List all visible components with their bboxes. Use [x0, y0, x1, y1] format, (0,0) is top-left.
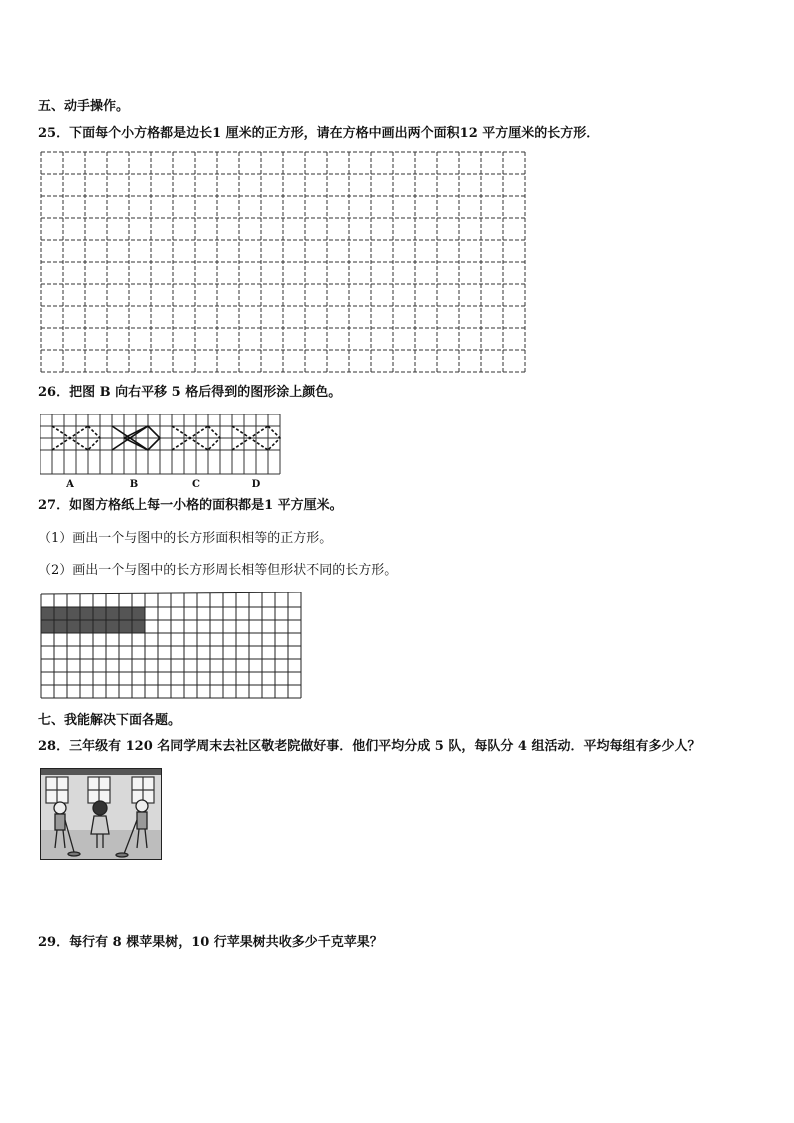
- section-7-title: 七、我能解决下面各题。: [38, 713, 182, 728]
- grid-lines: [41, 152, 525, 372]
- question-26-grid: [40, 414, 280, 474]
- figure-label-c: C: [192, 479, 200, 490]
- question-25-square-grid: [40, 151, 528, 373]
- question-27-part-2: （2）画出一个与图中的长方形周长相等但形状不同的长方形。: [38, 563, 398, 578]
- question-25-text: 25．下面每个小方格都是边长1 厘米的正方形，请在方格中画出两个面积12 平方厘米的长方形．: [38, 126, 600, 141]
- question-28-illustration: [40, 768, 162, 860]
- grid-lines: [41, 592, 301, 698]
- figure-label-d: D: [251, 479, 261, 490]
- question-27-square-grid: [40, 592, 303, 700]
- window-icon: [132, 777, 154, 803]
- window-icon: [88, 777, 110, 803]
- window-icon: [46, 777, 68, 803]
- question-28-text: 28．三年级有 120 名同学周末去社区敬老院做好事．他们平均分成 5 队，每队分 4 组活动．平均每组有多少人？: [38, 739, 701, 754]
- question-26-translation-figure: [40, 414, 284, 492]
- question-26-text: 26．把图 B 向右平移 5 格后得到的图形涂上颜色。: [38, 385, 342, 400]
- question-29-text: 29．每行有 8 棵苹果树，10 行苹果树共收多少千克苹果？: [38, 935, 383, 950]
- question-27-text: 27．如图方格纸上每一小格的面积都是1 平方厘米。: [38, 498, 343, 513]
- figure-label-b: B: [129, 479, 139, 490]
- question-27-part-1: （1）画出一个与图中的长方形面积相等的正方形。: [38, 531, 333, 546]
- section-5-title: 五、动手操作。: [38, 99, 130, 114]
- figure-label-a: A: [66, 479, 74, 490]
